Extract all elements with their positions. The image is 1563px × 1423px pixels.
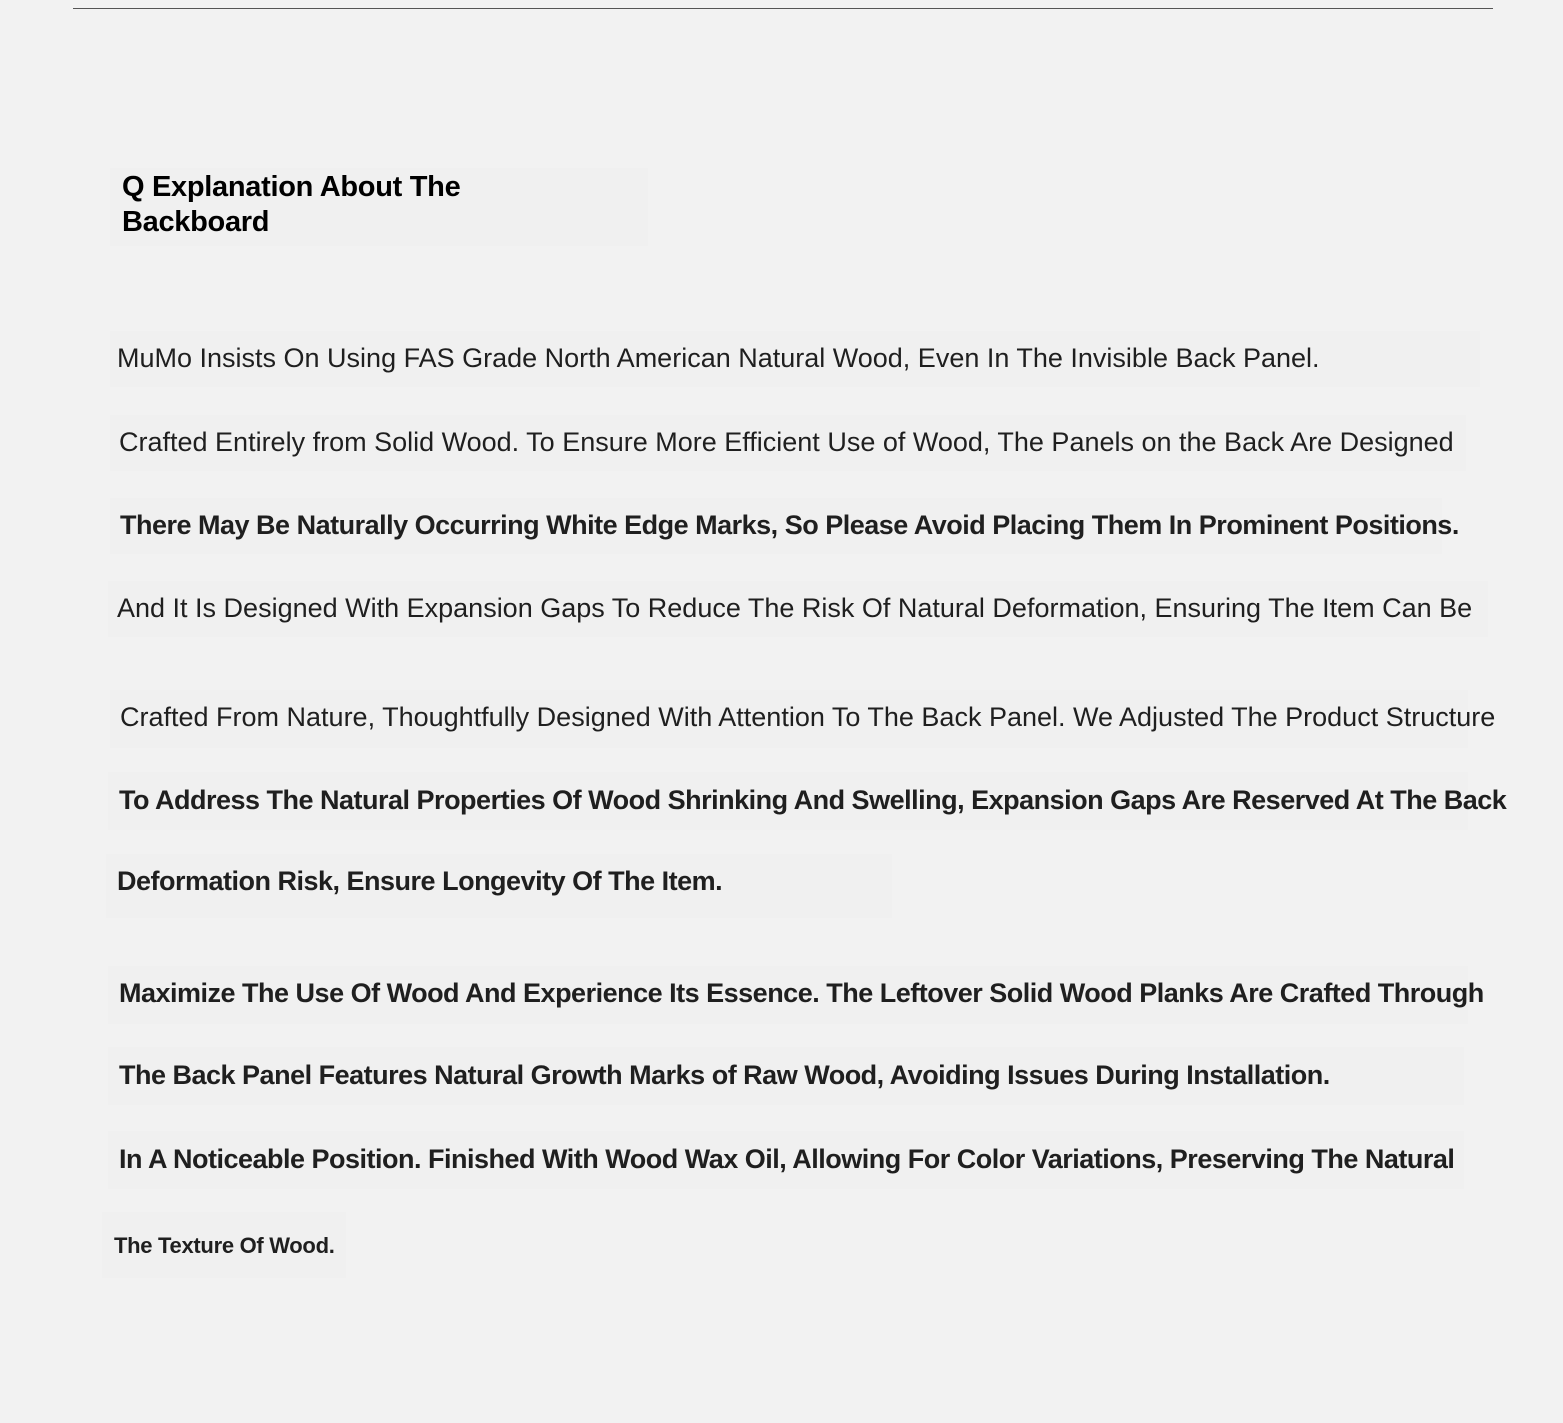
- text-line-box-6: [108, 772, 1507, 830]
- text-line-box-7: [106, 854, 892, 918]
- text-line-9: The Back Panel Features Natural Growth Marks of Raw Wood, Avoiding Issues During Installation.: [119, 1060, 1330, 1090]
- text-line-5: Crafted From Nature, Thoughtfully Designed With Attention To The Back Panel. We Adjusted The Product Structure: [120, 702, 1496, 732]
- text-line-7: Deformation Risk, Ensure Longevity Of The Item.: [117, 866, 723, 896]
- text-line-2: Crafted Entirely from Solid Wood. To Ensure More Efficient Use of Wood, The Panels on the Back Are Designed: [119, 427, 1454, 457]
- page-title: [122, 170, 522, 240]
- text-line-1: MuMo Insists On Using FAS Grade North American Natural Wood, Even In The Invisible Back Panel.: [117, 343, 1320, 373]
- text-line-box-4: [108, 581, 1488, 637]
- text-line-4: And It Is Designed With Expansion Gaps To Reduce The Risk Of Natural Deformation, Ensuring The Item Can Be: [117, 593, 1473, 623]
- text-line-box-1: [110, 331, 1480, 387]
- text-line-box-9: [108, 1047, 1464, 1105]
- text-line-box-10: [108, 1131, 1464, 1189]
- title-block: [110, 168, 648, 246]
- top-divider: [73, 8, 1493, 9]
- text-line-box-8: [108, 966, 1484, 1024]
- title-line-2: Backboard: [122, 206, 270, 238]
- text-line-box-2: [110, 415, 1466, 471]
- text-line-box-11: [102, 1212, 346, 1278]
- text-line-6: To Address The Natural Properties Of Wood Shrinking And Swelling, Expansion Gaps Are Reserved At The Back: [119, 785, 1507, 815]
- text-line-box-5: [110, 690, 1496, 748]
- text-line-3: There May Be Naturally Occurring White Edge Marks, So Please Avoid Placing Them In Prominent Positions.: [120, 510, 1459, 540]
- text-line-box-3: [110, 498, 1459, 554]
- text-line-10: In A Noticeable Position. Finished With Wood Wax Oil, Allowing For Color Variations, Preserving The Natural: [119, 1144, 1455, 1174]
- text-line-8: Maximize The Use Of Wood And Experience Its Essence. The Leftover Solid Wood Planks Are Crafted Through: [119, 978, 1484, 1008]
- title-line-1: Q Explanation About The: [122, 171, 461, 203]
- text-line-11: The Texture Of Wood.: [114, 1233, 335, 1258]
